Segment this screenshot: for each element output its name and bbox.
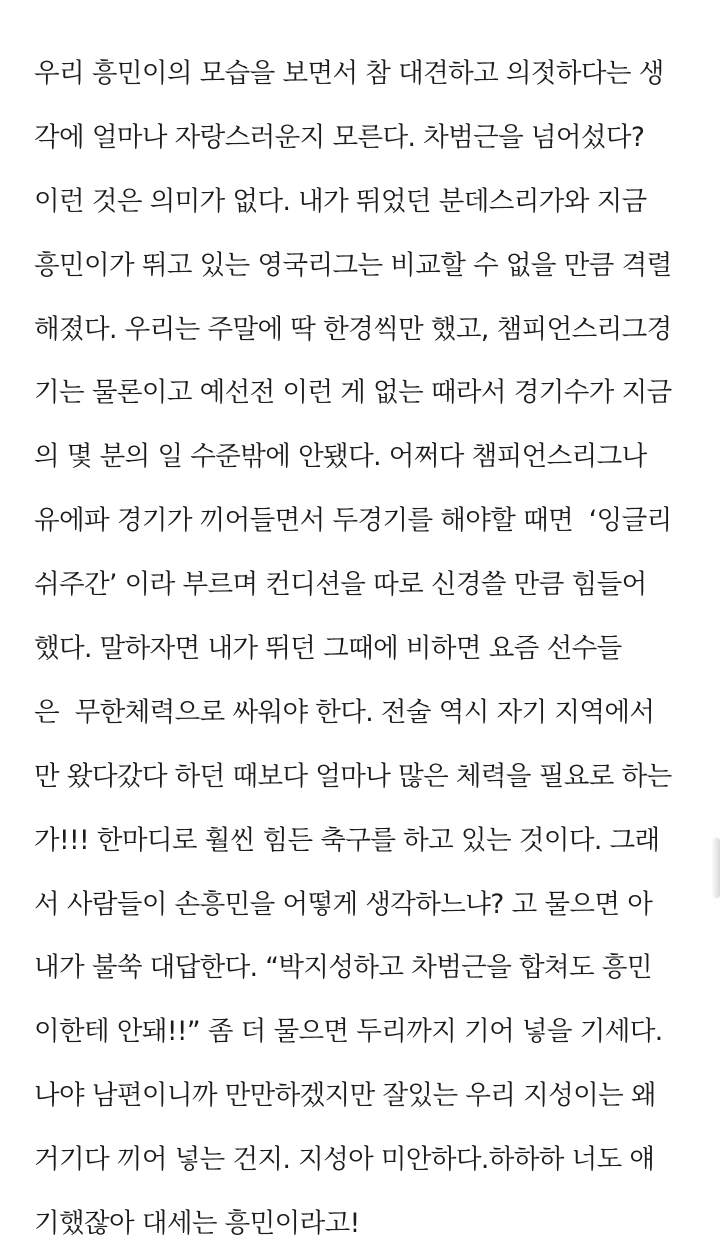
text-line: 의 몇 분의 일 수준밖에 안됐다. 어쩌다 챔피언스리그나 [34, 441, 647, 473]
scrollbar-thumb[interactable] [714, 838, 720, 898]
text-line: 이런 것은 의미가 없다. 내가 뛰었던 분데스리가와 지금 [34, 185, 647, 217]
text-line: 기했잖아 대세는 흥민이라고! [34, 1208, 360, 1240]
text-line: 유에파 경기가 끼어들면서 두경기를 해야할 때면 ‘잉글리 [34, 505, 672, 537]
text-line: 내가 불쑥 대답한다. “박지성하고 차범근을 합쳐도 흥민 [34, 952, 652, 984]
text-line: 만 왔다갔다 하던 때보다 얼마나 많은 체력을 필요로 하는 [34, 760, 672, 792]
scrollbar[interactable] [712, 0, 720, 987]
text-line: 이한테 안돼!!” 좀 더 물으면 두리까지 기어 넣을 기세다. [34, 1016, 663, 1048]
text-line: 나야 남편이니까 만만하겠지만 잘있는 우리 지성이는 왜 [34, 1080, 656, 1112]
text-line: 가!!! 한마디로 훨씬 힘든 축구를 하고 있는 것이다. 그래 [34, 824, 660, 856]
text-line: 흥민이가 뛰고 있는 영국리그는 비교할 수 없을 만큼 격렬 [34, 249, 672, 281]
text-line: 기는 물론이고 예선전 이런 게 없는 때라서 경기수가 지금 [34, 377, 672, 409]
text-line: 했다. 말하자면 내가 뛰던 그때에 비하면 요즘 선수들 [34, 633, 622, 665]
article-body [34, 42, 694, 1256]
text-line: 서 사람들이 손흥민을 어떻게 생각하느냐? 고 물으면 아 [34, 888, 653, 920]
text-line: 각에 얼마나 자랑스러운지 모른다. 차범근을 넘어섰다? [34, 121, 645, 153]
text-line: 거기다 끼어 넣는 건지. 지성아 미안하다.하하하 너도 얘 [34, 1144, 655, 1176]
text-line: 은 무한체력으로 싸워야 한다. 전술 역시 자기 지역에서 [34, 696, 655, 728]
text-line: 우리 흥민이의 모습을 보면서 참 대견하고 의젓하다는 생 [34, 58, 664, 89]
text-line: 쉬주간’ 이라 부르며 컨디션을 따로 신경쓸 만큼 힘들어 [34, 569, 647, 601]
text-line: 해졌다. 우리는 주말에 딱 한경씩만 했고, 챔피언스리그경 [34, 313, 672, 345]
